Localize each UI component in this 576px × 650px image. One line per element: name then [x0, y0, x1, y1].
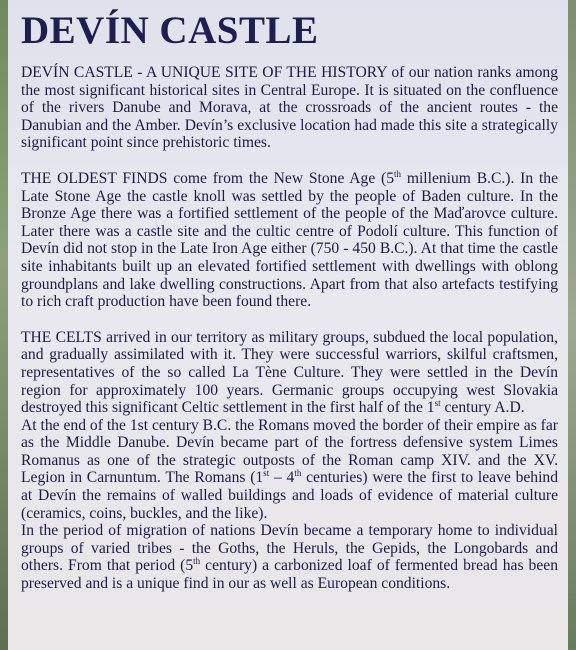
celts-text-a: arrived in our territory as military groups, subdued the local population, and gradually assimilated with it. They were successful warriors, skilful craftsmen, representatives of the so called La Tène Culture. They were settled in the Devín region for approximately 100 years. Germanic groups occupying west Slovakia destroyed this significant Celtic settlement in the first half of the 1	[21, 328, 558, 417]
paragraph-celts	[21, 329, 558, 417]
romans-sup-b: th	[294, 468, 302, 479]
paragraph-migration	[21, 522, 558, 592]
romans-sup-a: st	[263, 468, 270, 479]
spacer	[21, 152, 558, 170]
romans-text-a: At the end of the 1st century B.C. the Romans moved the border of their empire as far as the Middle Danube. Devín became part of the fortress defensive system Limes Romanus as one of the strategic outposts of the Roman camp XIV. and the XV. Legion in Carnuntum. The Romans (1	[21, 416, 558, 487]
oldest-finds-lead: THE OLDEST FINDS	[21, 169, 168, 187]
intro-lead: DEVÍN CASTLE - A UNIQUE SITE OF THE HISTORY	[21, 64, 387, 81]
page-title: DEVÍN CASTLE	[21, 9, 319, 52]
romans-text-b: – 4	[269, 469, 295, 487]
paragraph-oldest-finds	[21, 170, 558, 311]
celts-sup: st	[434, 397, 441, 408]
oldest-finds-text-a: come from the New Stone Age (5	[167, 169, 395, 187]
spacer	[21, 311, 558, 329]
oldest-finds-sup: th	[394, 168, 402, 179]
oldest-finds-text-b: millenium B.C.). In the Late Stone Age the castle knoll was settled by the people of Baden culture. In the Bronze Age there was a fortified settlement of the people of the Maďarovce culture. Later there was a castle site and the cultic centre of Podolí culture. This function of Devín did not stop in the Late Iron Age either (750 - 450 B.C.). At that time the castle site inhabitants built up an elevated fortified settlement with dwellings with oblong groundplans and lake dwelling constructions. Apart from that also artefacts testifying to rich craft production have been found there.	[21, 169, 558, 311]
paragraph-intro	[21, 64, 558, 152]
information-board	[8, 0, 568, 650]
migration-text-b: century) a carbonized loaf of fermented bread has been preserved and is a unique find in our as well as European conditions.	[21, 557, 558, 593]
celts-lead: THE CELTS	[21, 328, 102, 346]
intro-text: of our nation ranks among the most significant historical sites in Central Europe. It is situated on the confluence of the rivers Danube and Morava, at the crossroads of the ancient routes - the Danubian and the Amber. Devín’s exclusive location had made this site a strategically significant point since prehistoric times.	[21, 64, 558, 152]
migration-sup: th	[193, 556, 201, 567]
paragraph-romans	[21, 417, 558, 523]
celts-text-b: century A.D.	[440, 399, 525, 417]
migration-text-a: In the period of migration of nations Devín became a temporary home to individual groups of varied tribes - the Goths, the Heruls, the Gepids, the Longobards and others. From that period (5	[21, 522, 558, 575]
romans-text-c: centuries) were the first to leave behind at Devín the remains of walled buildings and loads of evidence of material culture (ceramics, coins, buckles, and the like).	[21, 469, 559, 522]
